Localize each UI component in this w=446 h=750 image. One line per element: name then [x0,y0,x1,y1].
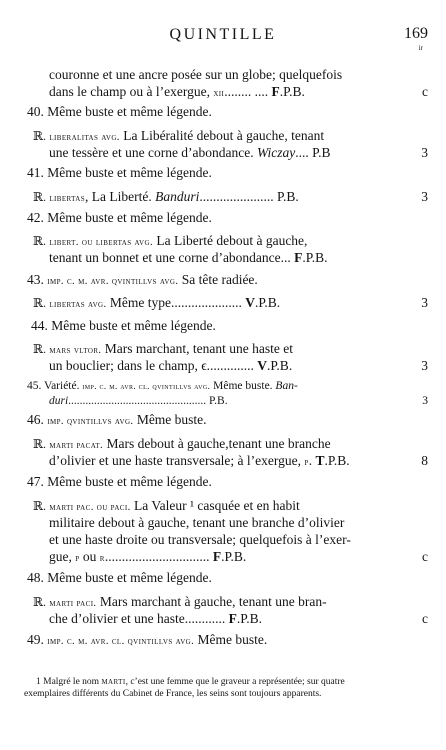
text-line [0,270,446,290]
text-run: 43. [27,272,48,287]
text-line [0,568,446,588]
text-run: d’olivier et une haste transversale; à l’exergue, [49,453,305,468]
text-run: militaire debout à gauche, tenant une branche d’olivier [49,515,345,530]
legend-inscription: imp. c. m. avr. qvintillvs avg. [47,276,179,287]
line-text [27,630,267,652]
line-text [27,163,212,183]
text-run: Wiczay [257,145,296,160]
legend-inscription: marti pac. ou paci. [49,502,131,513]
legend-inscription: marti [101,676,126,687]
legend-inscription: r [99,553,105,564]
running-title: QUINTILLE [169,26,277,43]
rarity-degree: 3 [421,358,428,373]
rarity-letter: F [212,549,222,564]
legend-inscription: marti pacat. [49,440,104,451]
text-run: .P.B. [302,250,328,265]
text-line [0,451,446,471]
rarity-degree: c [422,549,428,564]
text-run: La Liberté debout à gauche, [153,233,308,248]
legend-inscription: p [304,457,309,468]
text-run: ........ .... [224,84,272,99]
text-line [0,609,446,629]
rarity-letter: V [257,358,268,373]
text-run: exemplaires différents du Cabinet de France, les seins sont toujours apparents. [24,689,322,699]
line-text [33,187,299,209]
text-run: Banduri [155,189,200,204]
legend-inscription: imp. c. m. avr. cl. qvintillvs avg. [82,381,211,391]
text-run: .... P.B [295,145,331,160]
rarity-letter: F [271,84,280,99]
text-run: . [308,453,316,468]
line-text [49,451,350,473]
rarity-letter: V [245,295,256,310]
text-run: La Libéralité debout à gauche, tenant [119,128,325,143]
legend-inscription: mars vltor. [49,345,102,356]
legend-inscription: imp. qvintillvs avg. [47,416,134,427]
text-run: 1 Malgré le nom [36,677,102,687]
text-line [0,143,446,163]
rarity-degree: 8 [421,453,428,468]
rarity-degree: 3 [421,295,428,310]
rarity-letter: F [228,611,237,626]
line-text [49,547,246,569]
line-text [27,472,212,492]
text-run: .P.B. [236,611,262,626]
rarity-degree: c [422,84,428,99]
text-run: 42. Même buste et même légende. [27,210,212,225]
text-line [0,356,446,376]
footnote-line [0,676,446,688]
text-run: ℝ. [33,342,46,356]
text-run: che d’olivier et une haste............ [49,611,229,626]
text-line [0,248,446,268]
line-text [49,143,331,163]
text-run: Mars marchant à gauche, tenant une bran- [96,594,327,609]
text-run: .P.B. [267,358,293,373]
text-run: Mars marchant, tenant une haste et [101,341,293,356]
text-run: , La Liberté. [85,189,156,204]
text-line [0,391,446,411]
rarity-degree: 3 [422,395,428,407]
text-line [0,82,446,102]
rarity-degree: 3 [421,189,428,204]
line-text [27,270,258,292]
text-run: dans le champ ou à l’exergue, [49,84,214,99]
text-line [0,293,446,313]
text-run: ℝ. [33,190,46,204]
text-run: , c’est une femme que le graveur a représentée; sur quatre [125,677,345,687]
text-run: 49. [27,632,48,647]
legend-inscription: xii [213,88,225,99]
line-text [49,248,328,268]
text-run: .P.B. [324,453,350,468]
text-line [0,630,446,650]
line-text [49,356,292,376]
line-text [27,208,212,228]
text-run: 46. [27,412,48,427]
text-run: tenant un bonnet et une corne d’abondance... [49,250,295,265]
footnote-line [0,688,446,700]
text-run: .P.B. [279,84,305,99]
text-line [0,547,446,567]
legend-inscription: imp. c. m. avr. cl. qvintillvs avg. [47,636,195,647]
text-run: .P.B. [221,549,247,564]
text-run: ℝ. [33,437,46,451]
text-run: Ban- [275,380,298,392]
text-run: Sa tête radiée. [178,272,258,287]
text-run: 44. Même buste et même légende. [31,318,216,333]
legend-inscription: libert. ou libertas avg. [49,237,153,248]
text-run: un bouclier; dans le champ, ϵ.............. [49,358,258,373]
text-run: une tessère et une corne d’abondance. [49,145,258,160]
line-text [27,568,212,588]
rarity-degree: 3 [421,145,428,160]
text-line [0,472,446,492]
text-line [0,208,446,228]
line-text [31,316,216,336]
rarity-letter: F [294,250,303,265]
line-text [49,609,262,629]
legend-inscription: p [75,553,80,564]
text-run: .P.B. [255,295,281,310]
line-text [36,676,345,688]
signature-mark: ir [418,44,423,52]
text-run: 47. Même buste et même légende. [27,474,212,489]
text-run: gue, [49,549,76,564]
text-run: ℝ. [33,129,46,143]
text-run: Même buste. [194,632,268,647]
legend-inscription: marti paci. [49,598,97,609]
text-line [0,187,446,207]
text-run: 48. Même buste et même légende. [27,570,212,585]
legend-inscription: libertas [49,193,86,204]
text-run: ℝ. [33,499,46,513]
text-run: couronne et une ancre posée sur un globe; quelquefois [49,67,343,82]
text-run: La Valeur ¹ casquée et en habit [130,498,300,513]
text-run: 41. Même buste et même légende. [27,165,212,180]
text-run: 40. Même buste et même légende. [27,104,212,119]
text-line [0,410,446,430]
text-run: ou [79,549,100,564]
text-run: duri [49,395,69,407]
text-run: ℝ. [33,234,46,248]
legend-inscription: libertas avg. [49,299,107,310]
line-text [49,82,305,104]
text-run: ℝ. [33,296,46,310]
text-run: ℝ. [33,595,46,609]
line-text [24,688,321,700]
text-line [0,163,446,183]
text-run: ................................................ P.B. [68,395,228,407]
text-run: Mars debout à gauche,tenant une branche [103,436,331,451]
line-text [27,410,207,432]
text-line [0,102,446,122]
text-run: Même type..................... [106,295,246,310]
line-text [49,391,228,411]
text-run: ............................... [104,549,213,564]
line-text [27,102,212,122]
text-run: et une haste droite ou transversale; quelquefois à l’exer- [49,532,351,547]
line-text [33,293,280,315]
text-run: Même buste. [133,412,207,427]
rarity-degree: c [422,611,428,626]
text-run: 45. Variété. [27,380,83,392]
legend-inscription: liberalitas avg. [49,132,120,143]
page-number: 169 [404,25,428,42]
text-run: Même buste. [210,380,276,392]
text-line [0,316,446,336]
rarity-letter: T [315,453,325,468]
text-run: ...................... P.B. [199,189,299,204]
